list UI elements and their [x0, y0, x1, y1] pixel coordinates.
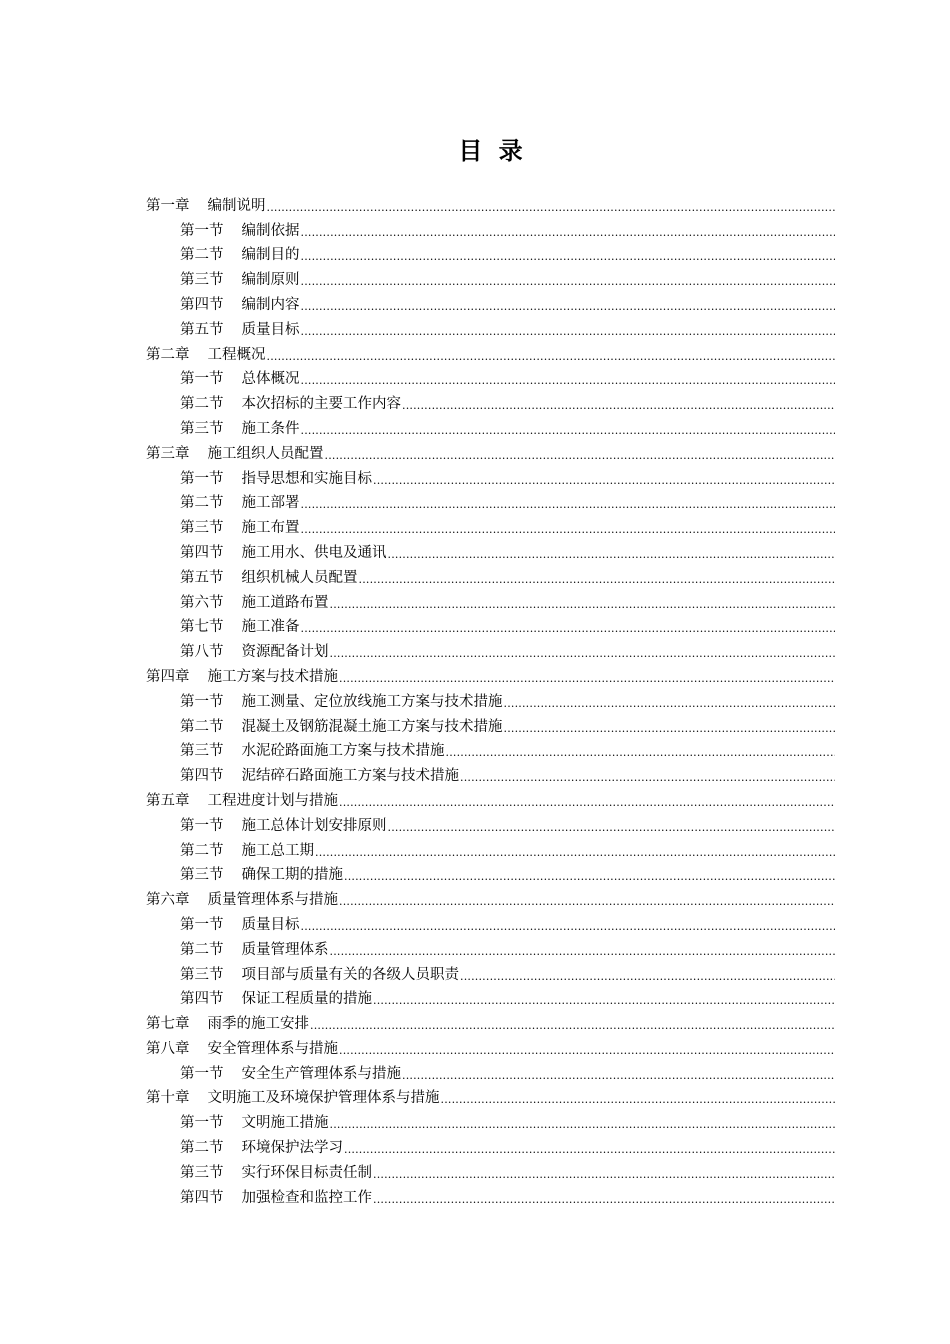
section-number: 第一节	[180, 1065, 224, 1082]
section-number: 第四节	[180, 768, 224, 785]
section-number: 第二节	[180, 718, 224, 735]
toc-section-entry[interactable]	[146, 513, 835, 538]
section-title: 施工测量、定位放线施工方案与技术措施	[241, 693, 503, 710]
dot-leader	[267, 345, 836, 365]
chapter-title: 工程进度计划与措施	[207, 792, 338, 809]
section-number: 第四节	[180, 1189, 224, 1206]
chapter-title: 质量管理体系与措施	[207, 892, 338, 909]
section-title: 本次招标的主要工作内容	[241, 396, 401, 413]
section-number: 第四节	[180, 991, 224, 1008]
toc-section-entry[interactable]	[146, 1108, 835, 1133]
toc-section-entry[interactable]	[146, 464, 835, 489]
section-title: 施工总体计划安排原则	[241, 817, 387, 834]
dot-leader	[301, 221, 836, 241]
section-title: 质量目标	[241, 321, 300, 338]
dot-leader	[330, 642, 836, 662]
toc-chapter-entry[interactable]	[146, 786, 835, 811]
toc-section-entry[interactable]	[146, 389, 835, 414]
dot-leader	[504, 692, 836, 712]
dot-leader	[339, 667, 835, 687]
toc-section-entry[interactable]	[146, 836, 835, 861]
dot-leader	[388, 816, 836, 836]
section-title: 混凝土及钢筋混凝土施工方案与技术措施	[241, 718, 503, 735]
dot-leader	[402, 1064, 835, 1084]
section-title: 施工道路布置	[241, 594, 329, 611]
dot-leader	[388, 543, 836, 563]
toc-section-entry[interactable]	[146, 489, 835, 514]
dot-leader	[301, 369, 836, 389]
dot-leader	[267, 196, 836, 216]
dot-leader	[330, 593, 836, 613]
toc-title: 目 录	[458, 136, 527, 165]
section-number: 第三节	[180, 520, 224, 537]
dot-leader	[315, 841, 835, 861]
section-number: 第二节	[180, 247, 224, 264]
toc-chapter-entry[interactable]	[146, 1009, 835, 1034]
chapter-number: 第七章	[146, 1016, 190, 1033]
section-title: 编制目的	[241, 247, 300, 264]
toc-section-entry[interactable]	[146, 588, 835, 613]
section-title: 指导思想和实施目标	[241, 470, 372, 487]
section-title: 泥结碎石路面施工方案与技术措施	[241, 768, 459, 785]
section-number: 第二节	[180, 842, 224, 859]
dot-leader	[504, 717, 836, 737]
chapter-number: 第十章	[146, 1090, 190, 1107]
dot-leader	[446, 741, 836, 761]
dot-leader	[301, 419, 836, 439]
section-number: 第二节	[180, 1140, 224, 1157]
section-title: 环境保护法学习	[241, 1140, 343, 1157]
chapter-number: 第四章	[146, 668, 190, 685]
section-number: 第五节	[180, 321, 224, 338]
toc-section-entry[interactable]	[146, 1183, 835, 1208]
toc-chapter-entry[interactable]	[146, 1034, 835, 1059]
toc-list	[146, 191, 835, 1208]
toc-section-entry[interactable]	[146, 960, 835, 985]
dot-leader	[344, 865, 835, 885]
section-number: 第一节	[180, 1115, 224, 1132]
toc-section-entry[interactable]	[146, 761, 835, 786]
section-number: 第一节	[180, 817, 224, 834]
dot-leader	[460, 965, 835, 985]
section-title: 施工用水、供电及通讯	[241, 544, 387, 561]
dot-leader	[301, 493, 836, 513]
chapter-title: 工程概况	[207, 346, 266, 363]
dot-leader	[339, 791, 835, 811]
dot-leader	[301, 518, 836, 538]
dot-leader	[330, 1113, 836, 1133]
section-title: 施工部署	[241, 495, 300, 512]
section-title: 编制内容	[241, 296, 300, 313]
dot-leader	[339, 890, 835, 910]
section-title: 项目部与质量有关的各级人员职责	[241, 966, 459, 983]
toc-section-entry[interactable]	[146, 1158, 835, 1183]
section-title: 加强检查和监控工作	[241, 1189, 372, 1206]
dot-leader	[339, 1039, 835, 1059]
toc-section-entry[interactable]	[146, 1133, 835, 1158]
dot-leader	[344, 1138, 835, 1158]
toc-chapter-entry[interactable]	[146, 1084, 835, 1109]
section-title: 文明施工措施	[241, 1115, 329, 1132]
toc-section-entry[interactable]	[146, 216, 835, 241]
section-title: 质量管理体系	[241, 941, 329, 958]
section-title: 编制原则	[241, 272, 300, 289]
section-number: 第三节	[180, 966, 224, 983]
section-title: 水泥砼路面施工方案与技术措施	[241, 743, 445, 760]
chapter-title: 编制说明	[207, 197, 266, 214]
toc-section-entry[interactable]	[146, 414, 835, 439]
dot-leader	[301, 295, 836, 315]
dot-leader	[460, 766, 835, 786]
toc-section-entry[interactable]	[146, 290, 835, 315]
section-number: 第二节	[180, 941, 224, 958]
section-number: 第六节	[180, 594, 224, 611]
section-title: 确保工期的措施	[241, 867, 343, 884]
dot-leader	[301, 915, 836, 935]
toc-section-entry[interactable]	[146, 637, 835, 662]
chapter-number: 第一章	[146, 197, 190, 214]
toc-section-entry[interactable]	[146, 811, 835, 836]
section-number: 第三节	[180, 420, 224, 437]
section-title: 总体概况	[241, 371, 300, 388]
toc-section-entry[interactable]	[146, 563, 835, 588]
toc-section-entry[interactable]	[146, 687, 835, 712]
section-title: 保证工程质量的措施	[241, 991, 372, 1008]
section-title: 实行环保目标责任制	[241, 1164, 372, 1181]
dot-leader	[441, 1088, 836, 1108]
section-number: 第三节	[180, 1164, 224, 1181]
dot-leader	[373, 469, 835, 489]
toc-section-entry[interactable]	[146, 1059, 835, 1084]
dot-leader	[330, 940, 836, 960]
dot-leader	[402, 394, 835, 414]
chapter-title: 雨季的施工安排	[207, 1016, 309, 1033]
chapter-number: 第五章	[146, 792, 190, 809]
dot-leader	[301, 617, 836, 637]
section-title: 资源配备计划	[241, 644, 329, 661]
chapter-title: 施工组织人员配置	[207, 445, 324, 462]
section-number: 第四节	[180, 544, 224, 561]
toc-chapter-entry[interactable]	[146, 662, 835, 687]
toc-section-entry[interactable]	[146, 985, 835, 1010]
toc-section-entry[interactable]	[146, 910, 835, 935]
section-number: 第一节	[180, 470, 224, 487]
dot-leader	[325, 444, 836, 464]
toc-section-entry[interactable]	[146, 538, 835, 563]
section-title: 质量目标	[241, 916, 300, 933]
toc-section-entry[interactable]	[146, 365, 835, 390]
section-number: 第二节	[180, 396, 224, 413]
section-title: 施工准备	[241, 619, 300, 636]
section-number: 第一节	[180, 693, 224, 710]
toc-chapter-entry[interactable]	[146, 191, 835, 216]
toc-section-entry[interactable]	[146, 315, 835, 340]
section-title: 施工布置	[241, 520, 300, 537]
section-number: 第三节	[180, 272, 224, 289]
section-title: 组织机械人员配置	[241, 569, 358, 586]
chapter-title: 安全管理体系与措施	[207, 1040, 338, 1057]
chapter-number: 第八章	[146, 1040, 190, 1057]
toc-section-entry[interactable]	[146, 737, 835, 762]
toc-section-entry[interactable]	[146, 861, 835, 886]
section-number: 第四节	[180, 296, 224, 313]
section-number: 第七节	[180, 619, 224, 636]
toc-chapter-entry[interactable]	[146, 885, 835, 910]
dot-leader	[301, 320, 836, 340]
section-number: 第一节	[180, 222, 224, 239]
toc-section-entry[interactable]	[146, 241, 835, 266]
toc-section-entry[interactable]	[146, 935, 835, 960]
section-number: 第三节	[180, 867, 224, 884]
section-title: 施工总工期	[241, 842, 314, 859]
chapter-title: 文明施工及环境保护管理体系与措施	[207, 1090, 440, 1107]
toc-section-entry[interactable]	[146, 712, 835, 737]
chapter-number: 第三章	[146, 445, 190, 462]
section-number: 第二节	[180, 495, 224, 512]
chapter-number: 第六章	[146, 892, 190, 909]
section-number: 第五节	[180, 569, 224, 586]
section-number: 第一节	[180, 371, 224, 388]
dot-leader	[310, 1014, 835, 1034]
section-title: 编制依据	[241, 222, 300, 239]
dot-leader	[301, 245, 836, 265]
section-title: 安全生产管理体系与措施	[241, 1065, 401, 1082]
toc-chapter-entry[interactable]	[146, 340, 835, 365]
toc-section-entry[interactable]	[146, 265, 835, 290]
toc-chapter-entry[interactable]	[146, 439, 835, 464]
section-number: 第一节	[180, 916, 224, 933]
dot-leader	[373, 1188, 835, 1208]
chapter-title: 施工方案与技术措施	[207, 668, 338, 685]
dot-leader	[373, 989, 835, 1009]
section-number: 第八节	[180, 644, 224, 661]
section-number: 第三节	[180, 743, 224, 760]
section-title: 施工条件	[241, 420, 300, 437]
dot-leader	[359, 568, 836, 588]
chapter-number: 第二章	[146, 346, 190, 363]
toc-section-entry[interactable]	[146, 613, 835, 638]
dot-leader	[373, 1163, 835, 1183]
dot-leader	[301, 270, 836, 290]
